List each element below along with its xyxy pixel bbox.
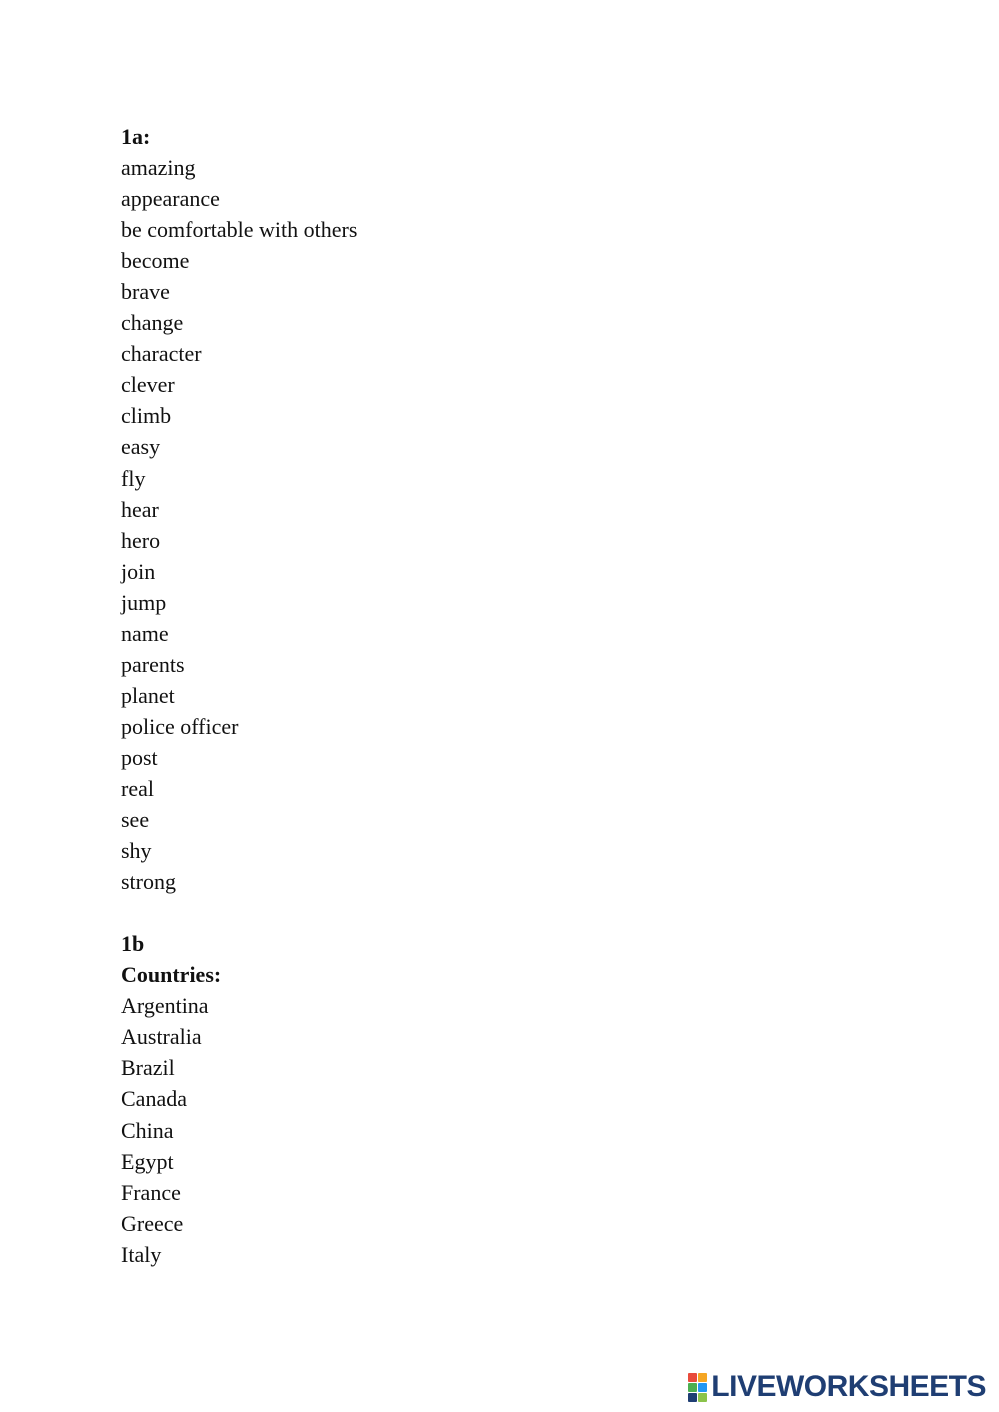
vocabulary-word: be comfortable with others (121, 217, 358, 243)
vocabulary-word: character (121, 341, 202, 367)
vocabulary-word: post (121, 744, 158, 770)
vocabulary-word: jump (121, 589, 167, 615)
liveworksheets-logo-icon (688, 1373, 707, 1402)
vocabulary-word: change (121, 310, 184, 336)
logo-tile (688, 1383, 697, 1392)
vocabulary-word: amazing (121, 155, 196, 181)
liveworksheets-logo (688, 1371, 986, 1403)
vocabulary-word: see (121, 807, 150, 833)
vocabulary-word: shy (121, 838, 152, 864)
country-name: Argentina (121, 993, 209, 1019)
vocabulary-word: real (121, 775, 154, 801)
vocabulary-word: easy (121, 434, 161, 460)
logo-tile (698, 1383, 707, 1392)
country-name: Canada (121, 1086, 187, 1112)
country-name: China (121, 1117, 174, 1143)
vocabulary-word: climb (121, 403, 172, 429)
section-1b-subheading: Countries: (121, 962, 222, 988)
worksheet-page (121, 121, 881, 1270)
section-1a-heading: 1a: (121, 124, 151, 149)
section-1b-heading: 1b (121, 931, 145, 957)
vocabulary-word: brave (121, 279, 170, 305)
vocabulary-word: hear (121, 496, 159, 522)
vocabulary-word: parents (121, 651, 185, 677)
logo-tile (698, 1373, 707, 1382)
vocabulary-word: name (121, 620, 169, 646)
vocabulary-word: hero (121, 527, 161, 553)
vocabulary-word: police officer (121, 713, 239, 739)
vocabulary-word: join (121, 558, 156, 584)
country-name: Italy (121, 1241, 162, 1267)
vocabulary-word: become (121, 248, 190, 274)
vocabulary-word: planet (121, 682, 175, 708)
vocabulary-word: clever (121, 372, 175, 398)
vocabulary-word: strong (121, 869, 176, 895)
section-1b-word-list (121, 990, 881, 1269)
country-name: France (121, 1179, 181, 1205)
section-1a-word-list (121, 152, 881, 897)
vocabulary-word: fly (121, 465, 146, 491)
country-name: Egypt (121, 1148, 174, 1174)
logo-tile (698, 1393, 707, 1402)
logo-tile (688, 1373, 697, 1382)
country-name: Brazil (121, 1055, 175, 1081)
country-name: Australia (121, 1024, 202, 1050)
section-spacer (121, 897, 881, 928)
country-name: Greece (121, 1210, 184, 1236)
liveworksheets-logo-text: LIVEWORKSHEETS (711, 1370, 986, 1403)
vocabulary-word: appearance (121, 186, 220, 212)
logo-tile (688, 1393, 697, 1402)
